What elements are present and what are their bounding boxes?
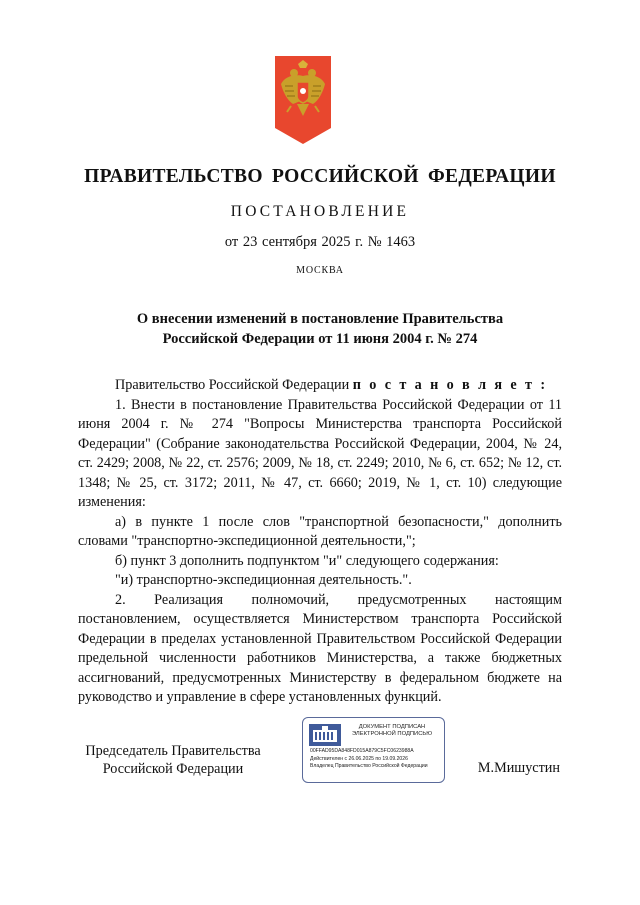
intro-paragraph [78,376,562,396]
subject-line-1: О внесении изменений в постановление Правительства [136,311,504,327]
certificate-owner: Владелец Правительство Российской Федерации [310,763,428,769]
document-city: МОСКВА [296,265,344,276]
document-body [78,376,562,708]
coat-of-arms-icon [275,56,331,144]
document-type: ПОСТАНОВЛЕНИЕ [230,203,410,220]
signatory-position [78,742,268,778]
stamp-title-line-1: ДОКУМЕНТ ПОДПИСАН [358,724,426,730]
signatory-position-line-2: Российской Федерации [102,761,244,777]
intro-verb: п о с т а н о в л я е т : [352,377,548,393]
government-title: ПРАВИТЕЛЬСТВО РОССИЙСКОЙ ФЕДЕРАЦИИ [84,166,556,187]
signatory-position-line-1: Председатель Правительства [85,743,261,759]
certificate-number: 00FFAD95DA848FD015A879C5FC0623988A [310,748,414,754]
paragraph-2: 2. Реализация полномочий, предусмотренных настоящим постановлением, осуществляется Министерством транспорта Российской Федерации в пределах установленной Правительством Российской Федерации предельной численности работников Министерства, а также бюджетных ассигнований, предусмотренных Министерству в федеральном бюджете на руководство и управление в сфере установленных функций. [78,591,562,705]
stamp-title [343,724,441,738]
paragraph-1a: а) в пункте 1 после слов "транспортной безопасности," дополнить словами "транспортно-экспедиционной деятельности,"; [78,513,562,549]
stamp-title-line-2: ЭЛЕКТРОННОЙ ПОДПИСЬЮ [351,731,433,737]
intro-prefix: Правительство Российской Федерации [115,377,353,393]
document-subject [0,309,640,349]
paragraph-1: 1. Внести в постановление Правительства Российской Федерации от 11 июня 2004 г. № 274 "Вопросы Министерства транспорта Российской Федерации" (Собрание законодательства Российской Федерации, 2004, № 24, ст. 2429; 2008, № 22, ст. 2576; 2009, № 18, ст. 2249; 2010, № 6, ст. 652; № 12, ст. 1348; № 25, ст. 3172; 2011, № 47, ст. 6660; 2019, № 1, ст. 10) следующие изменения: [78,396,562,510]
certificate-validity: Действителен с 26.06.2025 по 19.09.2026 [310,756,408,762]
electronic-signature-stamp [302,717,445,783]
building-icon [309,724,341,746]
paragraph-1b: б) пункт 3 дополнить подпунктом "и" следующего содержания: [115,552,499,569]
document-date-number: от 23 сентября 2025 г. № 1463 [224,234,416,250]
signatory-name: М.Мишустин [477,760,560,776]
subject-line-2: Российской Федерации от 11 июня 2004 г. № 274 [162,331,478,347]
paragraph-1c: "и) транспортно-экспедиционная деятельность.". [115,572,412,588]
